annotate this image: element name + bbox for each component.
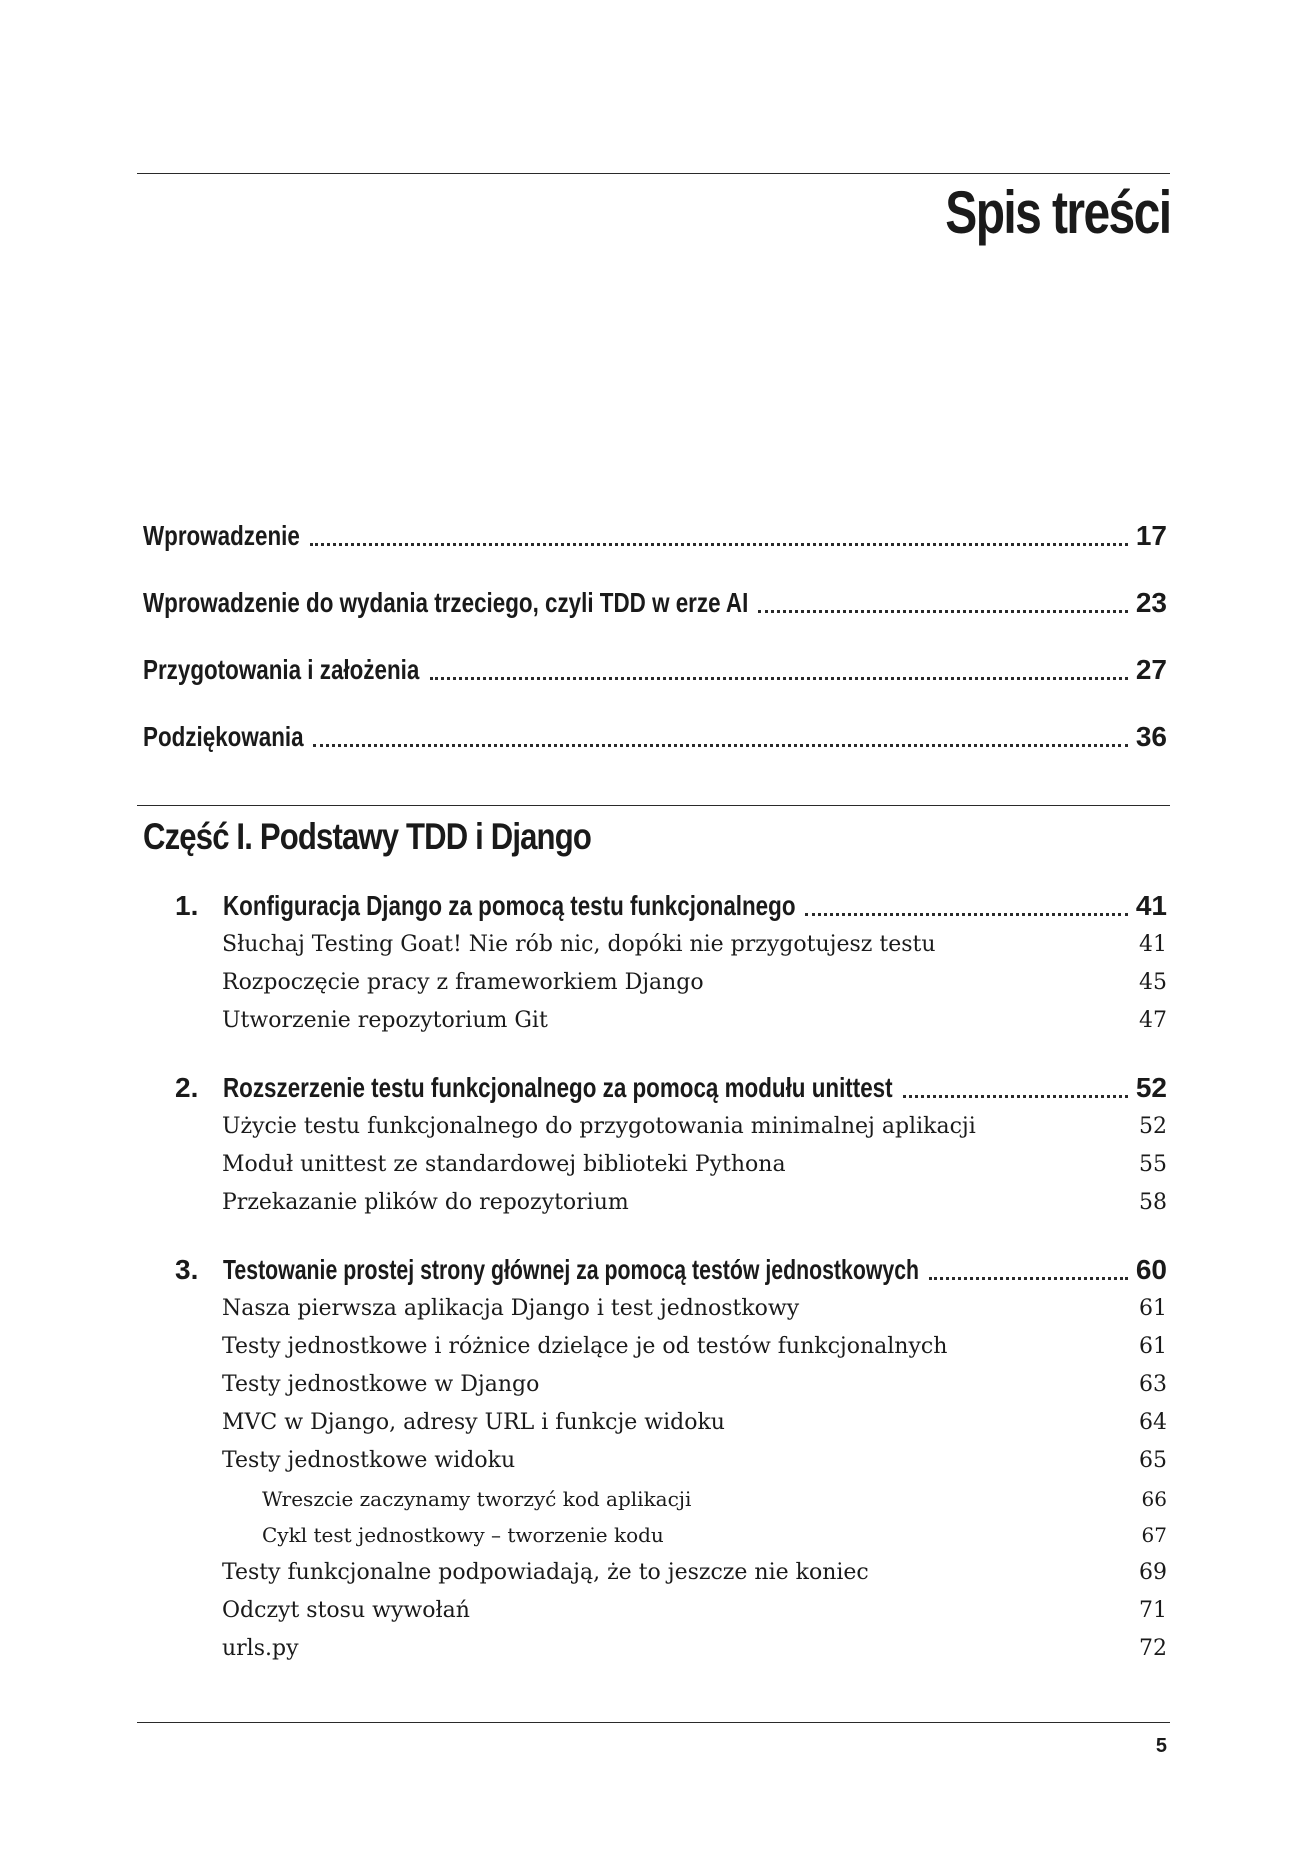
section-title: Testy jednostkowe i różnice dzielące je od testów funkcjonalnych [222,1334,948,1359]
chapter-number: 1. [175,890,199,921]
subsection-page: 66 [1141,1487,1167,1511]
toc-entry-title: Wprowadzenie do wydania trzeciego, czyli TDD w erze AI [143,587,749,618]
section-title: Odczyt stosu wywołań [222,1598,470,1623]
dot-leader [430,677,1128,680]
section-title: Testy funkcjonalne podpowiadają, że to jeszcze nie koniec [222,1560,869,1585]
bottom-rule [137,1722,1170,1723]
toc-section[interactable] [222,1008,1167,1033]
subsection-title: Wreszcie zaczynamy tworzyć kod aplikacji [262,1487,692,1511]
page-number: 5 [1155,1735,1167,1757]
toc-section[interactable] [222,1114,1167,1139]
section-page: 47 [1139,1008,1167,1033]
section-page: 45 [1139,970,1167,995]
section-title: Słuchaj Testing Goat! Nie rób nic, dopóki nie przygotujesz testu [222,932,936,957]
toc-entry-page: 27 [1135,654,1167,685]
section-page: 58 [1139,1190,1167,1215]
dot-leader [758,610,1128,613]
top-rule [137,173,1170,174]
toc-section[interactable] [222,1334,1167,1359]
section-page: 63 [1139,1372,1167,1397]
section-page: 61 [1139,1296,1167,1321]
section-page: 61 [1139,1334,1167,1359]
toc-section[interactable] [222,1636,1167,1661]
chapter-page: 41 [1135,890,1167,921]
toc-entry-title: Przygotowania i założenia [143,654,420,685]
section-title: Testy jednostkowe widoku [222,1448,516,1473]
toc-section[interactable] [222,1372,1167,1397]
section-page: 72 [1139,1636,1167,1661]
section-title: Nasza pierwsza aplikacja Django i test jednostkowy [222,1296,800,1321]
chapter-number: 3. [175,1254,199,1285]
subsection-title: Cykl test jednostkowy – tworzenie kodu [262,1523,664,1547]
toc-section[interactable] [222,1410,1167,1435]
toc-chapter-1[interactable] [143,890,1167,922]
toc-section[interactable] [222,1190,1167,1215]
subsection-page: 67 [1141,1523,1167,1547]
section-title: Rozpoczęcie pracy z frameworkiem Django [222,970,704,995]
section-page: 64 [1139,1410,1167,1435]
part-rule [137,805,1170,806]
toc-subsection[interactable] [262,1523,1167,1547]
section-page: 71 [1139,1598,1167,1623]
toc-section[interactable] [222,1152,1167,1177]
toc-entry-title: Podziękowania [143,721,304,752]
toc-section[interactable] [222,970,1167,995]
dot-leader [310,543,1128,546]
toc-section[interactable] [222,1448,1167,1473]
toc-chapter-3[interactable] [143,1254,1167,1286]
part-heading: Część I. Podstawy TDD i Django [143,816,592,857]
toc-entry-acknowledgements[interactable] [143,721,1167,753]
toc-entry-title: Wprowadzenie [143,520,300,551]
dot-leader [903,1095,1128,1098]
toc-section[interactable] [222,1296,1167,1321]
section-title: Moduł unittest ze standardowej biblioteki Pythona [222,1152,786,1177]
chapter-page: 60 [1135,1254,1167,1285]
section-title: Użycie testu funkcjonalnego do przygotowania minimalnej aplikacji [222,1114,976,1139]
toc-chapter-2[interactable] [143,1072,1167,1104]
section-page: 41 [1139,932,1167,957]
dot-leader [805,913,1128,916]
dot-leader [313,744,1128,747]
chapter-page: 52 [1135,1072,1167,1103]
chapter-title: Rozszerzenie testu funkcjonalnego za pomocą modułu unittest [223,1072,893,1103]
section-title: MVC w Django, adresy URL i funkcje widoku [222,1410,725,1435]
toc-section[interactable] [222,1560,1167,1585]
chapter-title: Konfiguracja Django za pomocą testu funkcjonalnego [223,890,796,921]
section-title: Utworzenie repozytorium Git [222,1008,548,1033]
section-title: Testy jednostkowe w Django [222,1372,540,1397]
dot-leader [929,1277,1128,1280]
toc-entry-third-edition-intro[interactable] [143,587,1167,619]
section-title: urls.py [222,1636,299,1661]
toc-entry-page: 23 [1135,587,1167,618]
chapter-title: Testowanie prostej strony głównej za pomocą testów jednostkowych [223,1254,920,1285]
section-title: Przekazanie plików do repozytorium [222,1190,629,1215]
section-page: 69 [1139,1560,1167,1585]
toc-entry-preparations[interactable] [143,654,1167,686]
toc-section[interactable] [222,1598,1167,1623]
page-title: Spis treści [944,179,1170,246]
toc-subsection[interactable] [262,1487,1167,1511]
toc-entry-page: 17 [1135,520,1167,551]
section-page: 65 [1139,1448,1167,1473]
chapter-number: 2. [175,1072,199,1103]
toc-entry-introduction[interactable] [143,520,1167,552]
section-page: 55 [1139,1152,1167,1177]
toc-section[interactable] [222,932,1167,957]
toc-entry-page: 36 [1135,721,1167,752]
section-page: 52 [1139,1114,1167,1139]
